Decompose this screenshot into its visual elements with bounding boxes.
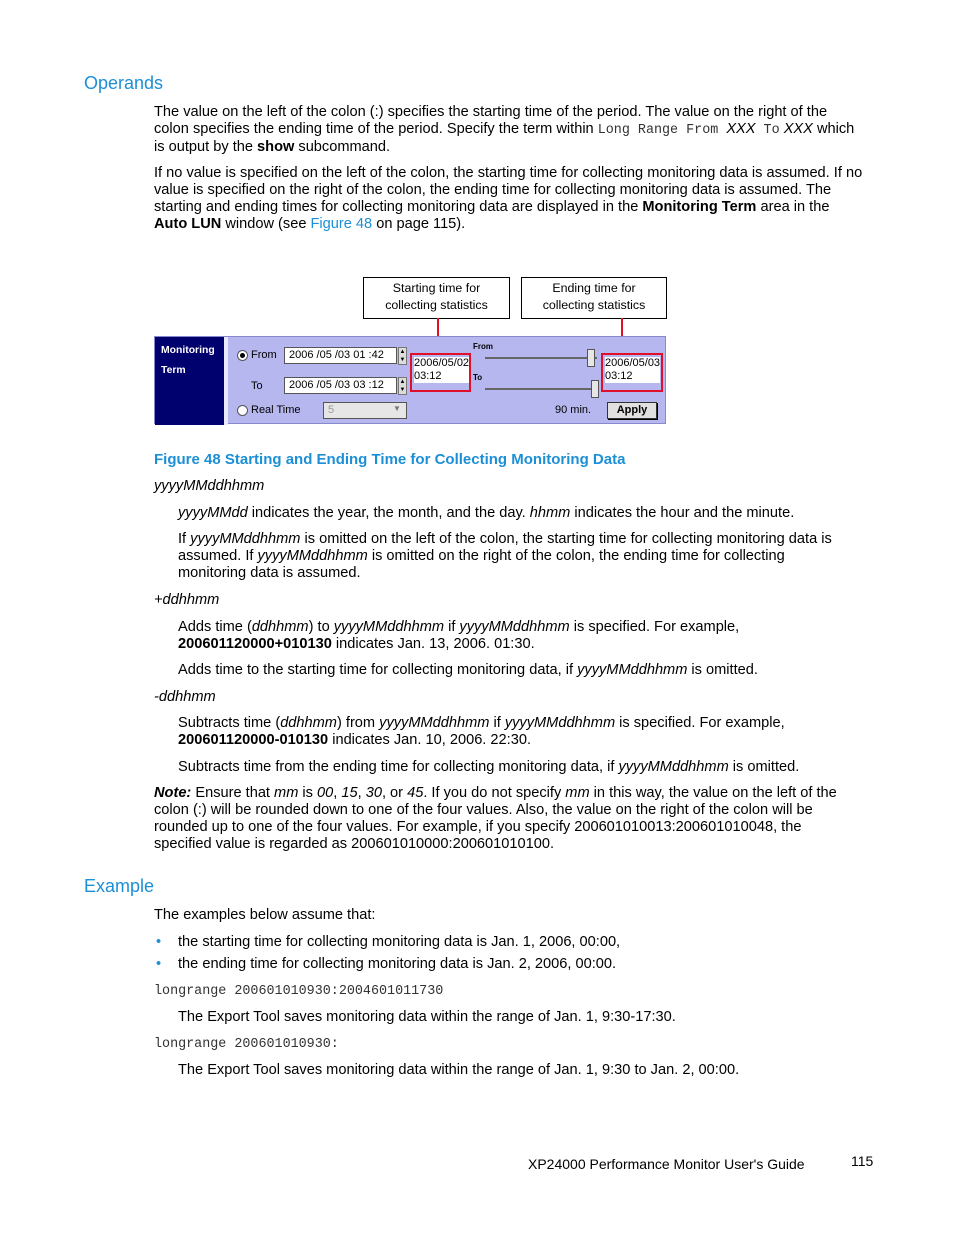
bullet-icon: • <box>156 934 162 950</box>
figure-caption: Figure 48 Starting and Ending Time for Collecting Monitoring Data <box>154 451 626 468</box>
example-bullet: • the ending time for collecting monitoring data is Jan. 2, 2006, 00:00. <box>156 956 617 972</box>
to-slider-track <box>485 388 597 390</box>
from-spin-button[interactable]: ▲ ▼ <box>399 349 406 363</box>
term-plus-ddhhmm-desc-1: Adds time (ddhhmm) to yyyyMMddhhmm if yyyyMMddhhmm is specified. For example, 200601120000+010130 indicates Jan. 13, 2006. 01:30. <box>178 619 740 652</box>
from-label: From <box>251 349 277 361</box>
bullet-icon: • <box>156 956 162 972</box>
from-slider-track <box>485 357 597 359</box>
from-radio[interactable] <box>237 350 248 361</box>
slider-from-label: From <box>473 342 493 351</box>
to-datetime-field[interactable]: 2006 /05 /03 03 :12 <box>284 377 397 394</box>
term-yyyymmddhhmm-desc-2: If yyyyMMddhhmm is omitted on the left of the colon, the starting time for collecting monitoring data is assumed. If yyyyMMddhhmm is omitted on the right of the colon, the ending time for collecting monitoring data is assumed. <box>178 531 832 581</box>
to-spin-button[interactable]: ▲ ▼ <box>399 379 406 393</box>
monitoring-term-panel <box>154 336 666 424</box>
from-datetime-field[interactable]: 2006 /05 /03 01 :42 <box>284 347 397 364</box>
start-time-highlight: 2006/05/02 03:12 <box>410 353 471 392</box>
end-time-highlight: 2006/05/03 03:12 <box>601 353 663 392</box>
chevron-down-icon: ▼ <box>393 404 401 413</box>
page-number: 115 <box>851 1153 874 1169</box>
operands-paragraph-2: If no value is specified on the left of the colon, the starting time for collecting monitoring data is assumed. If no value is specified on the right of the colon, the ending time for collecting monitoring data is assumed. The starting and ending times for collecting monitoring data are displayed in the Monitoring Term area in the Auto LUN window (see Figure 48 on page 115). <box>154 165 863 232</box>
example-desc-1: The Export Tool saves monitoring data within the range of Jan. 1, 9:30-17:30. <box>178 1009 676 1025</box>
example-command-1: longrange 200601010930:2004601011730 <box>154 984 444 999</box>
duration-label: 90 min. <box>555 404 592 416</box>
term-plus-ddhhmm: +ddhhmm <box>154 592 220 608</box>
from-slider-handle[interactable] <box>587 349 595 367</box>
term-minus-ddhhmm: -ddhhmm <box>154 689 216 705</box>
example-intro: The examples below assume that: <box>154 907 376 923</box>
slider-to-label: To <box>473 373 483 382</box>
realtime-label: Real Time <box>251 404 301 416</box>
term-yyyymmddhhmm-desc-1: yyyyMMdd indicates the year, the month, and the day. hhmm indicates the hour and the minute. <box>178 505 795 521</box>
example-command-2: longrange 200601010930: <box>154 1037 339 1052</box>
example-desc-2: The Export Tool saves monitoring data within the range of Jan. 1, 9:30 to Jan. 2, 00:00. <box>178 1062 740 1078</box>
apply-button[interactable]: Apply <box>607 402 657 419</box>
example-heading: Example <box>84 876 155 896</box>
term-yyyymmddhhmm: yyyyMMddhhmm <box>154 478 265 494</box>
to-label: To <box>251 380 263 392</box>
operands-heading: Operands <box>84 73 164 93</box>
figure-48-link[interactable]: Figure 48 <box>310 216 373 232</box>
to-slider-handle[interactable] <box>591 380 599 398</box>
callout-end: Ending time for collecting statistics <box>521 277 667 319</box>
term-plus-ddhhmm-desc-2: Adds time to the starting time for collecting monitoring data, if yyyyMMddhhmm is omitted. <box>178 662 758 678</box>
realtime-radio[interactable] <box>237 405 248 416</box>
footer-guide-title: XP24000 Performance Monitor User's Guide <box>528 1156 805 1172</box>
example-bullet: • the starting time for collecting monitoring data is Jan. 1, 2006, 00:00, <box>156 934 621 950</box>
monitoring-term-title: Monitoring Term <box>155 337 224 425</box>
term-minus-ddhhmm-desc-2: Subtracts time from the ending time for collecting monitoring data, if yyyyMMddhhmm is omitted. <box>178 759 800 775</box>
realtime-select[interactable]: 5 <box>323 402 407 419</box>
callout-start: Starting time for collecting statistics <box>363 277 510 319</box>
term-minus-ddhhmm-desc-1: Subtracts time (ddhhmm) from yyyyMMddhhmm if yyyyMMddhhmm is specified. For example, 200601120000-010130 indicates Jan. 10, 2006. 22:30. <box>178 715 785 748</box>
operands-paragraph-1: The value on the left of the colon (:) specifies the starting time of the period. The value on the right of the colon specifies the ending time of the period. Specify the term within Long Range From XXX To XXX which is output by the show subcommand. <box>154 104 855 155</box>
note-paragraph: Note: Ensure that mm is 00, 15, 30, or 45. If you do not specify mm in this way, the value on the left of the colon (:) will be rounded down to one of the four values. Also, the value on the right of the colon will be rounded up to one of the four values. For example, if you specify 200601010013:200601010048, the specified value is regarded as 200601010000:200601010100. <box>154 785 837 852</box>
